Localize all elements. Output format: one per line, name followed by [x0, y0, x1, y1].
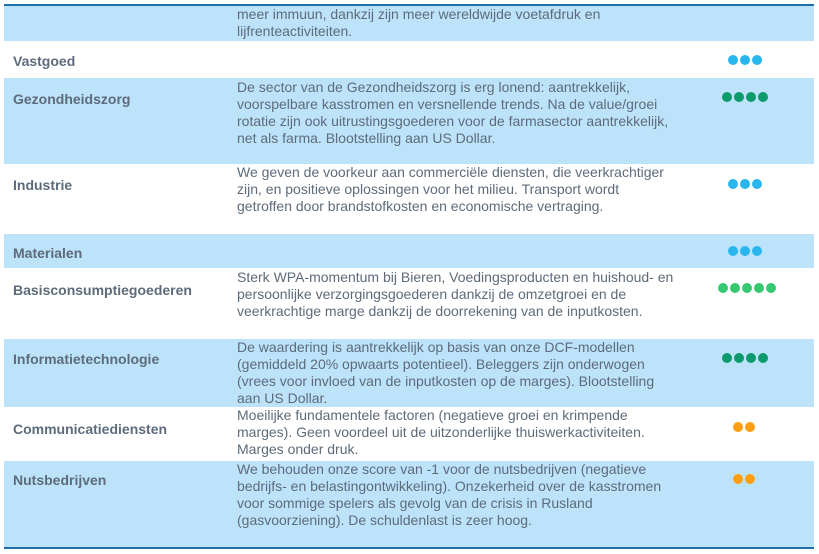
- sector-name: Communicatiediensten: [13, 421, 168, 437]
- sector-name: Materialen: [13, 245, 83, 261]
- table-row: [4, 234, 814, 268]
- rating-dots: [733, 422, 755, 432]
- rating-dot-icon: [740, 246, 750, 256]
- sector-name: Industrie: [13, 177, 73, 193]
- rating-dots: [728, 246, 762, 256]
- rating-dot-icon: [745, 422, 755, 432]
- rating-dot-icon: [728, 179, 738, 189]
- sector-description: We behouden onze score van -1 voor de nutsbedrijven (negatieve bedrijfs- en belastingontwikkeling). Onzekerheid over de kasstromen voor sommige spelers als gevolg van de crisis in Rusland (gasvoorziening). De schuldenlast is zeer hoog.: [237, 461, 662, 528]
- rating-dot-icon: [730, 283, 740, 293]
- rating-dots: [722, 92, 768, 102]
- table-row: [4, 407, 814, 461]
- rating-dot-icon: [722, 353, 732, 363]
- rating-dot-icon: [722, 92, 732, 102]
- rating-dot-icon: [745, 474, 755, 484]
- rating-dot-icon: [742, 283, 752, 293]
- rating-dot-icon: [758, 92, 768, 102]
- rating-dots: [733, 474, 755, 484]
- sector-description: Moeilijke fundamentele factoren (negatieve groei en krimpende marges). Geen voordeel uit de uitzonderlijke thuiswerkactiviteiten. Marges onder druk.: [237, 407, 645, 457]
- sector-name: Basisconsumptiegoederen: [13, 282, 192, 298]
- sector-description: Sterk WPA-momentum bij Bieren, Voedingsproducten en huishoud- en persoonlijke verzorgingsgoederen dankzij de omzetgroei en de veerkrachtige marge dankzij de doorrekening van de inputkosten.: [237, 269, 674, 319]
- rating-dot-icon: [754, 283, 764, 293]
- rating-dot-icon: [740, 179, 750, 189]
- rating-dot-icon: [752, 179, 762, 189]
- rating-dot-icon: [728, 246, 738, 256]
- table-row: [4, 164, 814, 234]
- sector-description: We geven de voorkeur aan commerciële diensten, die veerkrachtiger zijn, en positieve oplossingen voor het milieu. Transport wordt getroffen door brandstofkosten en economische vertraging.: [237, 164, 664, 214]
- table-row: [4, 78, 814, 164]
- rating-dots: [728, 179, 762, 189]
- rating-dot-icon: [752, 55, 762, 65]
- sector-table: [4, 4, 814, 549]
- rating-dot-icon: [758, 353, 768, 363]
- rating-dot-icon: [746, 353, 756, 363]
- rating-dot-icon: [733, 474, 743, 484]
- rating-dot-icon: [746, 92, 756, 102]
- sector-name: Vastgoed: [13, 53, 76, 69]
- rating-dots: [718, 283, 776, 293]
- sector-description: meer immuun, dankzij zijn meer wereldwijde voetafdruk en lijfrenteactiviteiten.: [237, 6, 601, 39]
- rating-dots: [722, 353, 768, 363]
- sector-description: De sector van de Gezondheidszorg is erg lonend: aantrekkelijk, voorspelbare kasstromen en versnellende trends. Na de value/groei rotatie zijn ook uitrustingsgoederen voor de farmasector aantrekkelijk, net als farma. Blootstelling aan US Dollar.: [237, 79, 669, 146]
- rating-dot-icon: [718, 283, 728, 293]
- rating-dot-icon: [734, 92, 744, 102]
- rating-dot-icon: [728, 55, 738, 65]
- rating-dot-icon: [734, 353, 744, 363]
- table-row: [4, 461, 814, 547]
- table-row: [4, 268, 814, 339]
- rating-dots: [728, 55, 762, 65]
- sector-description: De waardering is aantrekkelijk op basis van onze DCF-modellen (gemiddeld 20% opwaarts potentieel). Beleggers zijn onderwogen (vrees voor invloed van de inputkosten op de marges). Blootstelling aan US Dollar.: [237, 339, 655, 406]
- table-row: [4, 6, 814, 41]
- rating-dot-icon: [733, 422, 743, 432]
- rating-dot-icon: [740, 55, 750, 65]
- table-row: [4, 41, 814, 78]
- sector-name: Gezondheidszorg: [13, 91, 131, 107]
- rating-dot-icon: [766, 283, 776, 293]
- sector-name: Nutsbedrijven: [13, 472, 107, 488]
- rating-dot-icon: [752, 246, 762, 256]
- table-row: [4, 339, 814, 407]
- sector-name: Informatietechnologie: [13, 351, 160, 367]
